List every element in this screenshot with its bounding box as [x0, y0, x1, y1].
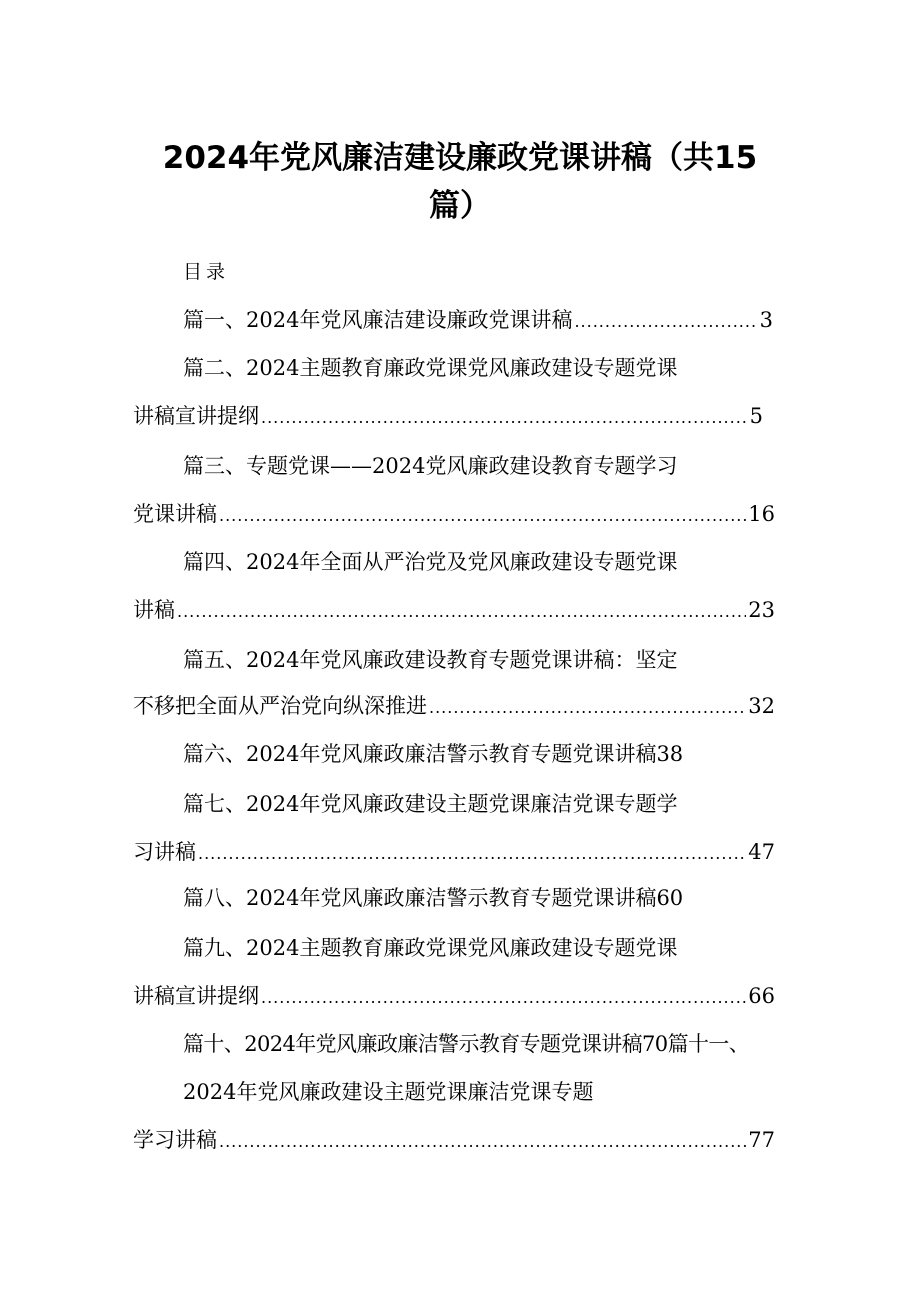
toc-entry[interactable] [183, 545, 783, 579]
toc-entry-page: 66 [748, 984, 775, 1008]
dot-leader [429, 691, 746, 723]
toc-entry[interactable] [183, 351, 783, 385]
dot-leader [219, 499, 746, 531]
toc-entry-title: 篇一、2024年党风廉洁建设廉政党课讲稿 [183, 308, 573, 332]
toc-entry-page: 5 [749, 404, 763, 428]
toc-entry[interactable] [183, 1027, 803, 1061]
toc-entry[interactable] [183, 1075, 743, 1109]
toc-entry-page: 32 [748, 694, 775, 718]
document-title-line-2: 篇） [429, 188, 491, 224]
dot-leader [574, 305, 757, 337]
toc-entry-title: 党课讲稿 [133, 502, 217, 526]
toc-entry[interactable] [183, 881, 803, 915]
toc-entry-title: 2024年党风廉政建设主题党课廉洁党课专题 [183, 1080, 594, 1104]
toc-entry-title: 不移把全面从严治党向纵深推进 [133, 694, 427, 718]
toc-entry-page: 3 [759, 308, 773, 332]
toc-entry-page: 16 [748, 502, 775, 526]
toc-entry-title: 篇十、2024年党风廉政廉洁警示教育专题党课讲稿70篇十一、 [183, 1032, 750, 1056]
toc-entry-continuation[interactable] [133, 593, 775, 627]
toc-entry-title: 篇三、专题党课——2024党风廉政建设教育专题学习 [183, 454, 678, 478]
toc-entry-continuation[interactable] [133, 399, 763, 433]
toc-entry-title: 习讲稿 [133, 840, 196, 864]
dot-leader [177, 595, 746, 627]
toc-entry[interactable] [183, 643, 783, 677]
toc-entry[interactable] [183, 737, 803, 771]
toc-entry-page: 77 [748, 1128, 775, 1152]
toc-entry-title: 讲稿宣讲提纲 [133, 404, 259, 428]
dot-leader [261, 401, 748, 433]
toc-entry[interactable] [183, 449, 783, 483]
toc-entry-title: 篇六、2024年党风廉政廉洁警示教育专题党课讲稿38 [183, 742, 684, 766]
toc-entry-page: 23 [748, 598, 775, 622]
toc-entry-title: 篇四、2024年全面从严治党及党风廉政建设专题党课 [183, 550, 678, 574]
dot-leader [219, 1125, 746, 1157]
toc-entry-continuation[interactable] [133, 979, 775, 1013]
toc-entry[interactable] [183, 787, 783, 821]
toc-entry-continuation[interactable] [133, 689, 775, 723]
toc-entry[interactable] [183, 303, 773, 337]
toc-entry-continuation[interactable] [133, 1123, 775, 1157]
toc-entry-title: 讲稿宣讲提纲 [133, 984, 259, 1008]
dot-leader [198, 837, 746, 869]
dot-leader [261, 981, 746, 1013]
toc-entry-title: 篇九、2024主题教育廉政党课党风廉政建设专题党课 [183, 936, 678, 960]
toc-entry-title: 篇五、2024年党风廉政建设教育专题党课讲稿：坚定 [183, 648, 678, 672]
toc-entry[interactable] [183, 931, 783, 965]
document-title-line-1: 2024年党风廉洁建设廉政党课讲稿（共15 [162, 140, 758, 176]
toc-entry-title: 学习讲稿 [133, 1128, 217, 1152]
toc-entry-continuation[interactable] [133, 835, 775, 869]
toc-entry-title: 篇八、2024年党风廉政廉洁警示教育专题党课讲稿60 [183, 886, 684, 910]
toc-entry-page: 47 [748, 840, 775, 864]
toc-heading: 目录 [183, 261, 230, 283]
toc-entry-title: 篇二、2024主题教育廉政党课党风廉政建设专题党课 [183, 356, 678, 380]
toc-entry-continuation[interactable] [133, 497, 775, 531]
toc-entry-title: 讲稿 [133, 598, 175, 622]
toc-entry-title: 篇七、2024年党风廉政建设主题党课廉洁党课专题学 [183, 792, 678, 816]
